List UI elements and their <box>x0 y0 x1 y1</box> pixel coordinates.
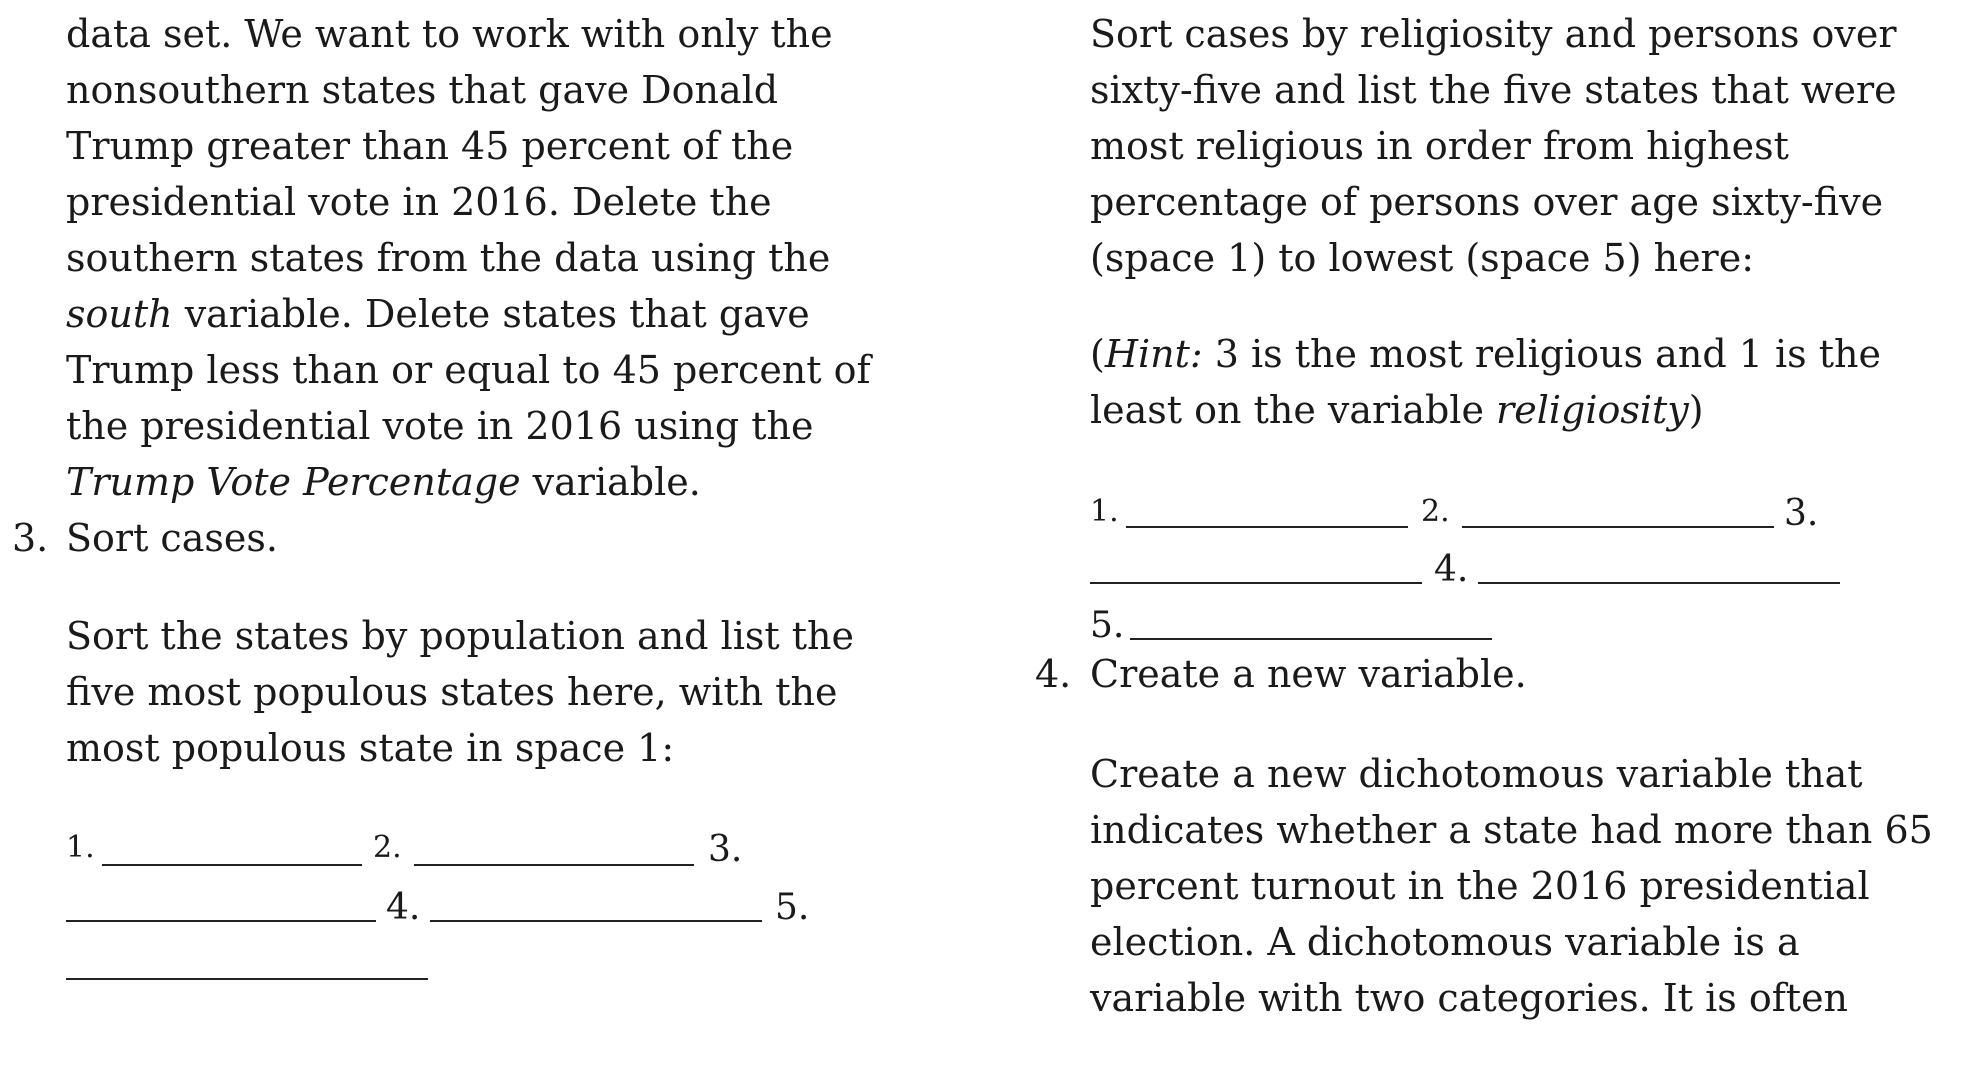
step-4-number: 4. <box>1035 652 1072 696</box>
religious-blank-3-label: 3. <box>1784 493 1819 534</box>
left-para-line-6 <box>66 286 810 342</box>
population-blank-4[interactable] <box>430 920 762 922</box>
religious-blank-1[interactable] <box>1126 526 1408 528</box>
religious-blank-4[interactable] <box>1478 582 1840 584</box>
left-para-line-7: Trump less than or equal to 45 percent of <box>66 348 871 392</box>
population-blank-5[interactable] <box>66 978 428 980</box>
hint-line-2-text: least on the variable <box>1090 388 1497 432</box>
new-var-line-4: election. A dichotomous variable is a <box>1090 920 1800 964</box>
population-blank-1-label: 1. <box>66 830 95 865</box>
trump-vote-variable-name: Trump Vote Percentage <box>66 460 521 504</box>
left-para-line-2: nonsouthern states that gave Donald <box>66 68 779 112</box>
religious-blank-4-label: 4. <box>1434 549 1469 590</box>
religiosity-variable-name: religiosity <box>1496 388 1689 432</box>
right-para-line-3: most religious in order from highest <box>1090 124 1789 168</box>
left-para-line-8: the presidential vote in 2016 using the <box>66 404 814 448</box>
new-var-line-3: percent turnout in the 2016 presidential <box>1090 864 1870 908</box>
hint-open-paren: ( <box>1090 332 1105 376</box>
religious-blank-5[interactable] <box>1130 638 1492 640</box>
population-blank-1[interactable] <box>102 864 362 866</box>
step-3-number: 3. <box>12 516 49 560</box>
population-blank-2[interactable] <box>414 864 694 866</box>
religious-blank-1-label: 1. <box>1090 494 1119 529</box>
new-var-line-5: variable with two categories. It is often <box>1090 976 1849 1020</box>
left-para-line-5: southern states from the data using the <box>66 236 831 280</box>
left-para-line-1: data set. We want to work with only the <box>66 12 833 56</box>
hint-close-paren: ) <box>1688 388 1704 432</box>
population-blank-3-label: 3. <box>708 829 743 870</box>
right-para-line-1: Sort cases by religiosity and persons over <box>1090 12 1897 56</box>
population-blank-3[interactable] <box>66 920 376 922</box>
south-variable-name: south <box>66 292 173 336</box>
population-blank-2-label: 2. <box>373 830 402 865</box>
religious-blank-5-label: 5. <box>1090 605 1125 646</box>
hint-line-2 <box>1090 382 1704 438</box>
hint-text: 3 is the most religious and 1 is the <box>1202 332 1881 376</box>
sort-line-1: Sort the states by population and list the <box>66 614 854 658</box>
left-para-line-4: presidential vote in 2016. Delete the <box>66 180 772 224</box>
sort-line-3: most populous state in space 1: <box>66 726 675 770</box>
step-3-title: Sort cases. <box>66 516 278 560</box>
new-var-line-1: Create a new dichotomous variable that <box>1090 752 1863 796</box>
left-para-line-3: Trump greater than 45 percent of the <box>66 124 794 168</box>
right-para-line-2: sixty-five and list the five states that were <box>1090 68 1897 112</box>
religious-blank-2[interactable] <box>1462 526 1774 528</box>
step-4-title: Create a new variable. <box>1090 652 1527 696</box>
religious-blank-2-label: 2. <box>1421 494 1450 529</box>
right-para-line-5: (space 1) to lowest (space 5) here: <box>1090 236 1755 280</box>
hint-label: Hint: <box>1104 332 1203 376</box>
left-para-line-9 <box>66 454 701 510</box>
left-para-line-9-rest: variable. <box>520 460 701 504</box>
population-blank-4-label: 4. <box>386 887 421 928</box>
population-blank-5-label: 5. <box>775 887 810 928</box>
sort-line-2: five most populous states here, with the <box>66 670 838 714</box>
left-para-line-6-rest: variable. Delete states that gave <box>172 292 810 336</box>
hint-line-1 <box>1090 326 1881 382</box>
religious-blank-3[interactable] <box>1090 582 1422 584</box>
right-para-line-4: percentage of persons over age sixty-five <box>1090 180 1884 224</box>
new-var-line-2: indicates whether a state had more than 65 <box>1090 808 1933 852</box>
